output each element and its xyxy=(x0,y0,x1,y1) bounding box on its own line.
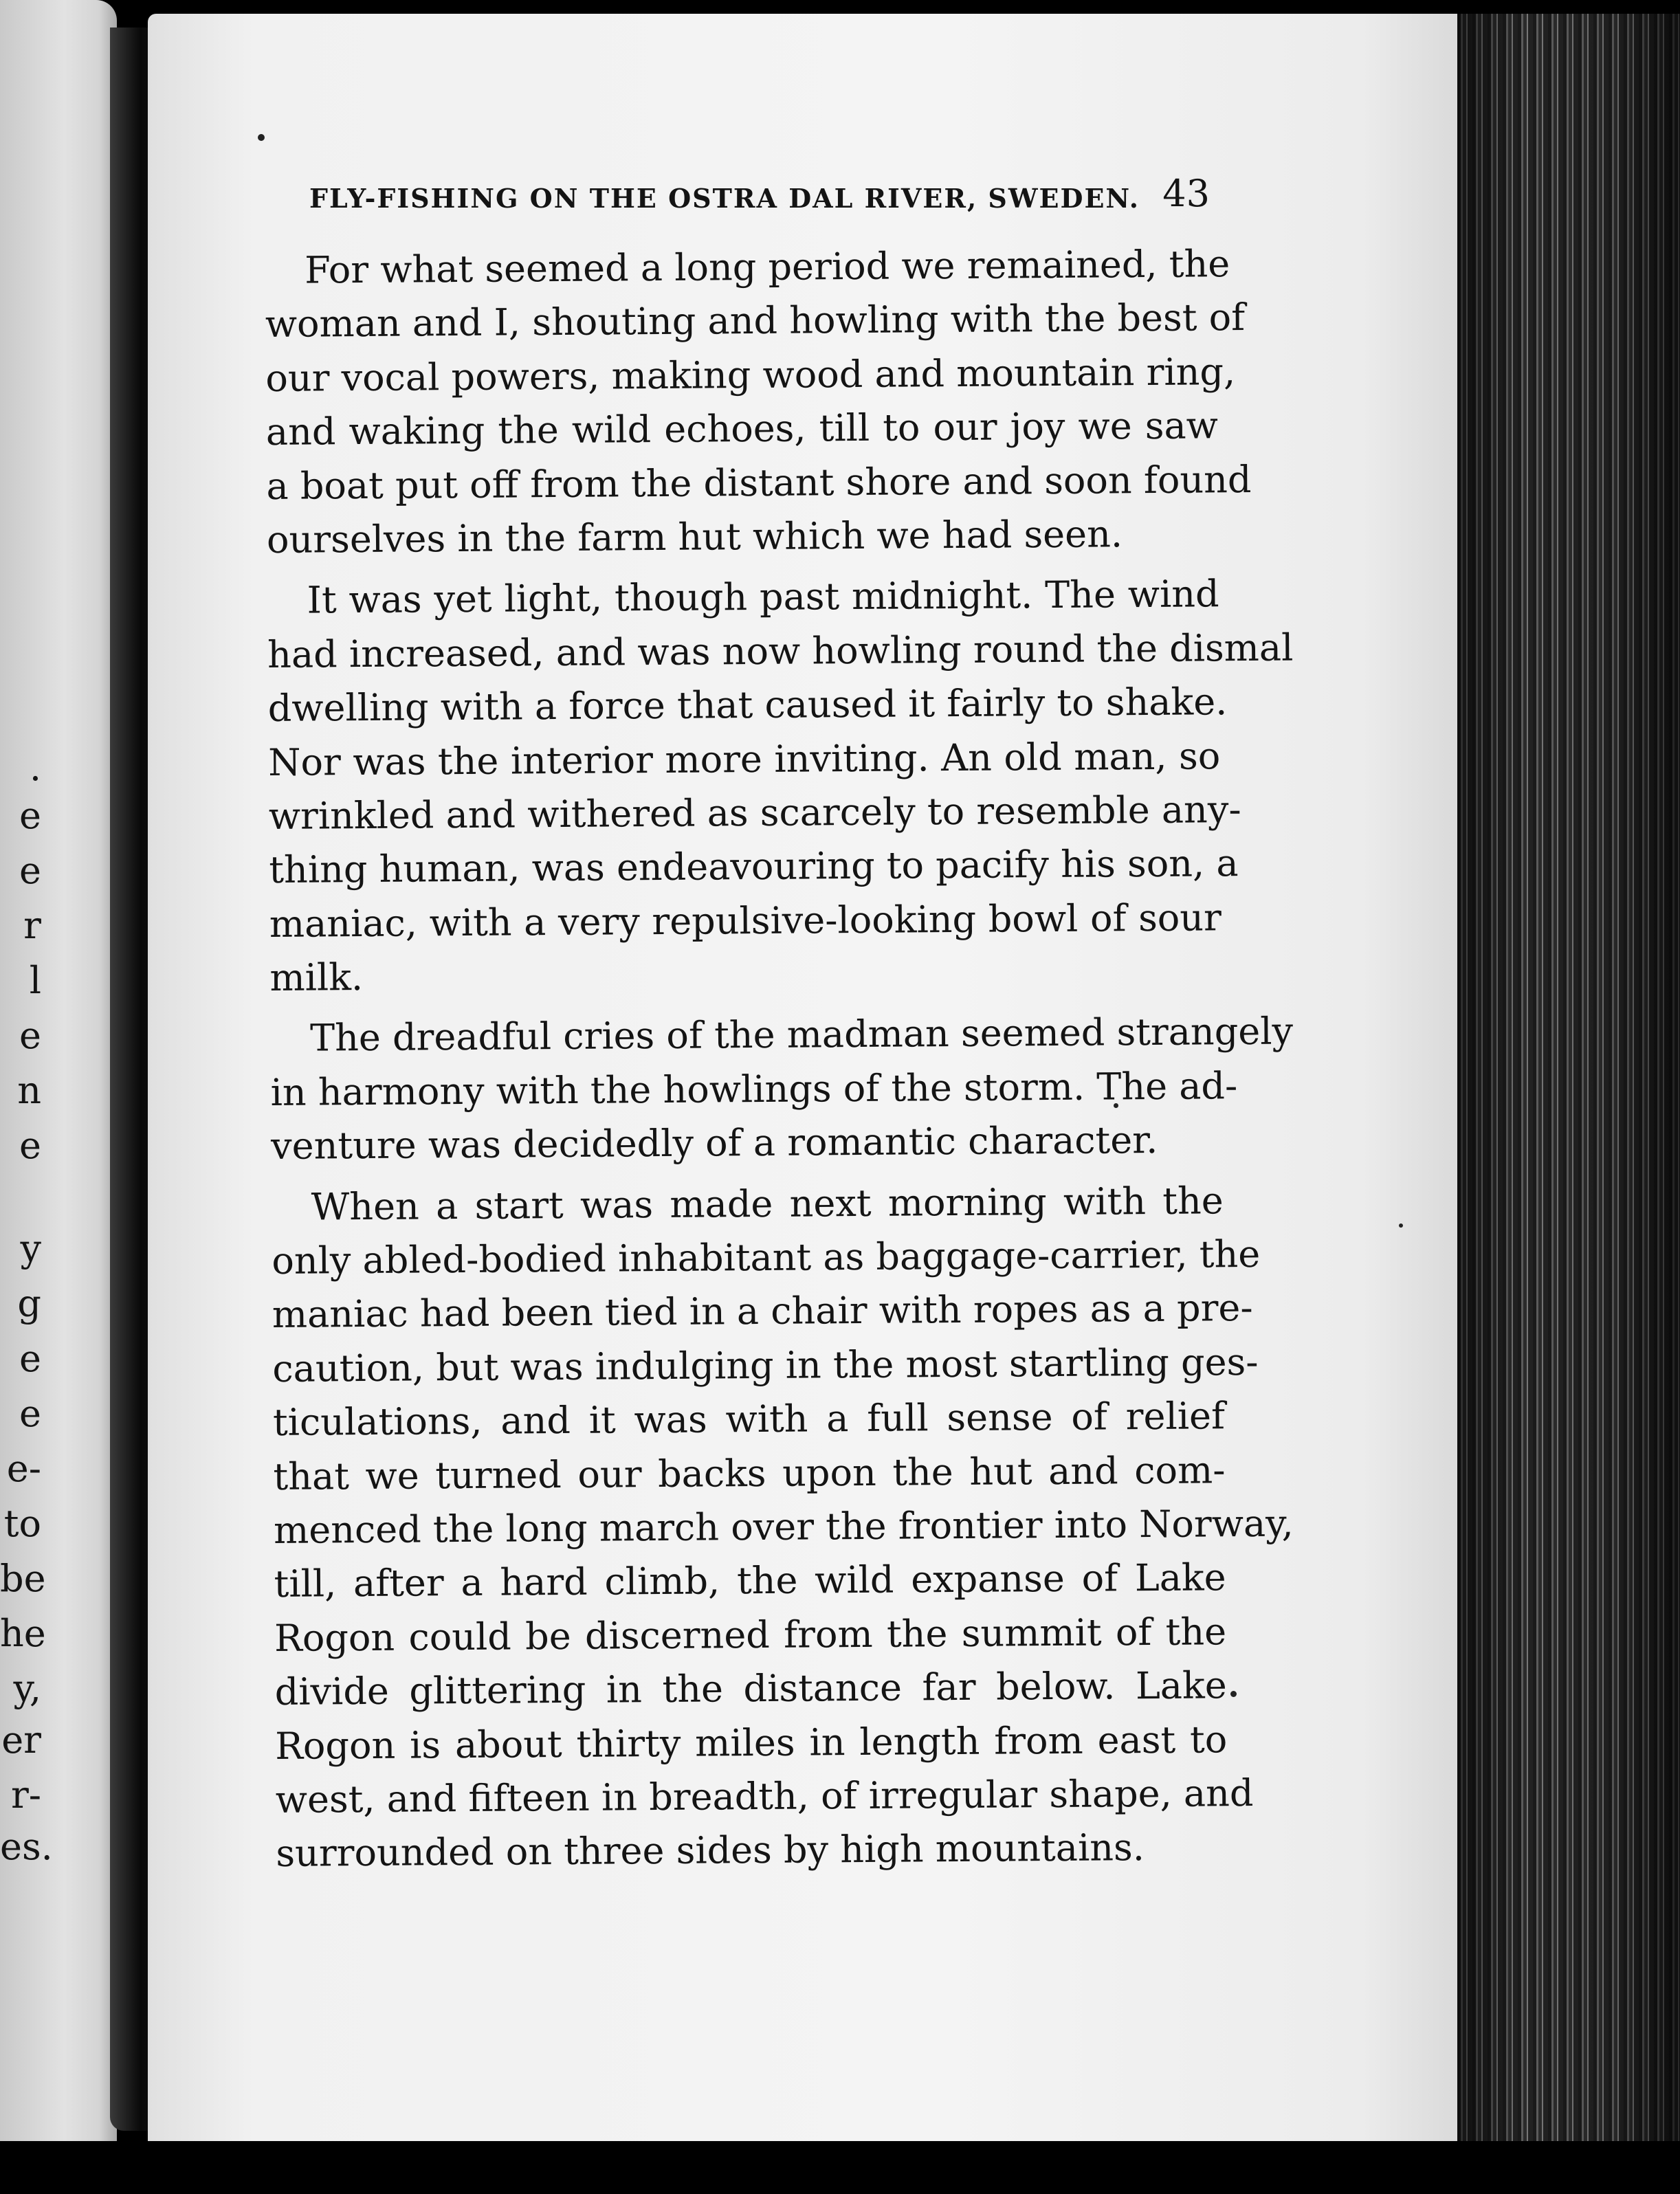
text-line: Rogon is about thirty miles in length from east to xyxy=(275,1717,1228,1768)
text-line: dwelling with a force that caused it fairly to shake. xyxy=(267,680,1228,731)
left-page-fragment: . xyxy=(29,746,41,789)
left-page-fragment: e xyxy=(19,1337,41,1380)
text-line: that we turned our backs upon the hut and com- xyxy=(273,1448,1226,1498)
text-line: woman and I, shouting and howling with the best of xyxy=(265,296,1246,346)
text-line: divide glittering in the distance far below. Lake xyxy=(274,1663,1227,1714)
running-head xyxy=(309,172,1210,227)
text-line: till, after a hard climb, the wild expanse of Lake xyxy=(274,1555,1226,1606)
text-line: Rogon could be discerned from the summit of the xyxy=(274,1610,1227,1660)
left-page-fragment: e xyxy=(19,1014,41,1057)
text-line: in harmony with the howlings of the storm. The ad- xyxy=(270,1064,1238,1114)
text-line: maniac, with a very repulsive-looking bowl of sour xyxy=(269,895,1222,946)
paper-speck xyxy=(1399,1223,1403,1228)
left-page-fragment: e xyxy=(19,849,41,892)
paragraph xyxy=(272,1174,1294,1881)
left-page-fragment: g xyxy=(17,1282,41,1325)
paragraph xyxy=(267,568,1294,1006)
text-line: surrounded on three sides by high mountains. xyxy=(276,1826,1145,1876)
left-page-fragment: e- xyxy=(6,1447,41,1490)
paper-speck xyxy=(1230,1691,1237,1697)
text-line: a boat put off from the distant shore and soon found xyxy=(266,457,1252,508)
text-line: The dreadful cries of the madman seemed strangely xyxy=(309,1010,1294,1061)
text-line: It was yet light, though past midnight. The wind xyxy=(307,572,1219,622)
text-line: west, and fifteen in breadth, of irregular shape, and xyxy=(275,1771,1254,1821)
text-line: milk. xyxy=(269,955,364,1000)
left-page-fragment: e xyxy=(19,794,41,837)
text-line: our vocal powers, making wood and mountain ring, xyxy=(265,349,1236,400)
left-page-fragment: er xyxy=(1,1718,41,1762)
left-page-fragment: es. xyxy=(0,1825,53,1868)
text-line: had increased, and was now howling round the dismal xyxy=(267,625,1294,676)
body-text xyxy=(265,237,1294,1881)
left-page-fragment: r xyxy=(23,904,41,947)
text-line: maniac had been tied in a chair with ropes as a pre- xyxy=(272,1286,1253,1337)
text-line: and waking the wild echoes, till to our joy we saw xyxy=(265,403,1219,454)
left-page-fragment: y xyxy=(20,1227,41,1270)
text-line: When a start was made next morning with the xyxy=(311,1178,1224,1229)
left-page-fragment: he xyxy=(0,1612,46,1655)
text-line: wrinkled and withered as scarcely to resemble any- xyxy=(268,788,1241,838)
text-line: ourselves in the farm hut which we had seen. xyxy=(266,512,1123,562)
text-line: menced the long march over the frontier into Norway, xyxy=(273,1501,1294,1552)
page-number: 43 xyxy=(1162,172,1210,215)
left-page-fragment: n xyxy=(17,1069,41,1112)
left-page-fragment: r- xyxy=(10,1773,41,1817)
left-page-fragment: l xyxy=(29,959,41,1002)
left-page-fragment: e xyxy=(19,1124,41,1167)
text-line: only abled-bodied inhabitant as baggage-carrier, the xyxy=(272,1232,1261,1283)
left-page-fragment: e xyxy=(19,1392,41,1435)
left-page-fragment: be xyxy=(0,1557,46,1600)
left-facing-page xyxy=(0,0,117,2194)
paragraph xyxy=(270,1006,1294,1174)
text-line: thing human, was endeavouring to pacify his son, a xyxy=(269,841,1239,892)
left-page-fragment: y, xyxy=(13,1667,41,1710)
scan-border xyxy=(0,2141,1680,2194)
text-line: venture was decidedly of a romantic character. xyxy=(270,1118,1158,1168)
text-line: caution, but was indulging in the most startling ges- xyxy=(272,1340,1259,1390)
text-line: Nor was the interior more inviting. An old man, so xyxy=(268,733,1221,784)
running-title: FLY-FISHING ON THE OSTRA DAL RIVER, SWEDEN. xyxy=(309,183,1140,214)
page-edges xyxy=(1457,14,1680,2145)
left-page-fragment: to xyxy=(3,1502,41,1545)
paragraph xyxy=(265,237,1252,567)
paper-speck xyxy=(258,134,265,141)
text-line: ticulations, and it was with a full sense of relief xyxy=(272,1394,1226,1445)
text-line: For what seemed a long period we remained, the xyxy=(305,242,1230,292)
